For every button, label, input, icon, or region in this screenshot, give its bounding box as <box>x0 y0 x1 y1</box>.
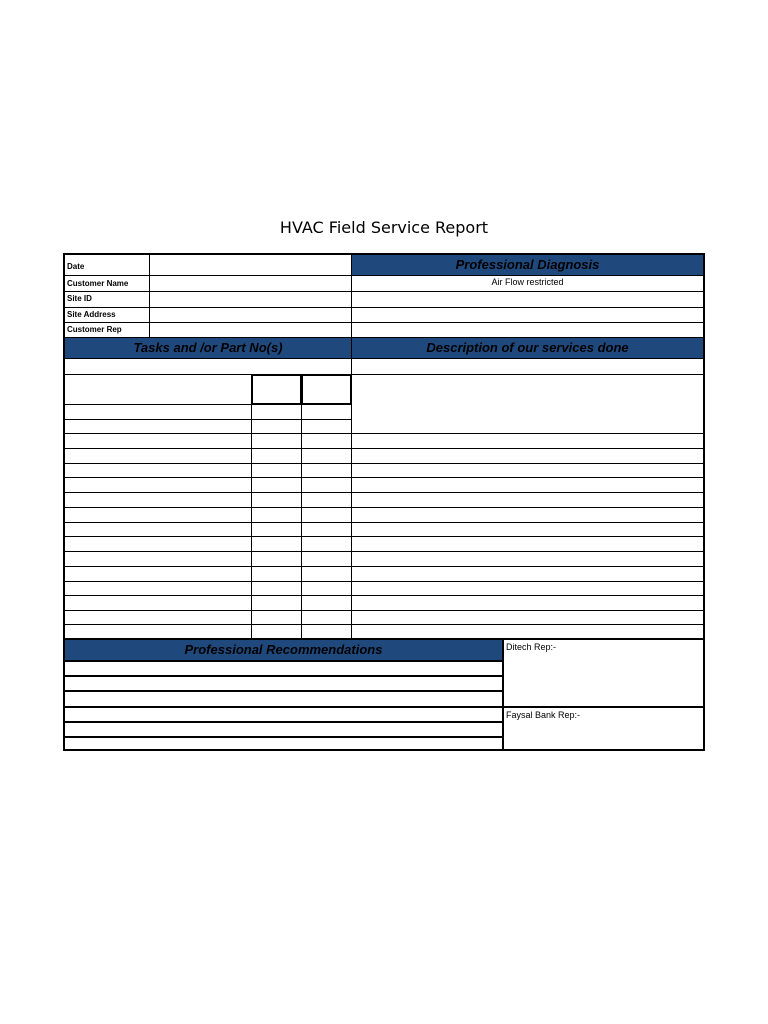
row-line <box>65 507 703 508</box>
info-label-date: Date <box>67 262 85 271</box>
unit-cell-highlight[interactable] <box>301 374 352 405</box>
row-line <box>65 736 503 738</box>
row-line <box>65 721 503 723</box>
row-line <box>65 404 351 405</box>
tasks-col-divider <box>301 374 302 638</box>
site-id-field[interactable] <box>150 292 351 307</box>
row-line <box>65 374 351 375</box>
services-heading: Description of our services done <box>352 338 703 358</box>
rep-column-divider <box>502 640 504 751</box>
info-label-site-id: Site ID <box>67 294 92 303</box>
report-form <box>63 253 705 751</box>
row-line <box>65 624 703 625</box>
faysal-rep-label: Faysal Bank Rep:- <box>506 710 581 720</box>
info-label-customer-name: Customer Name <box>67 279 129 288</box>
row-line <box>65 358 703 359</box>
qty-cell-highlight[interactable] <box>251 374 302 405</box>
row-line <box>65 522 703 523</box>
info-label-site-address: Site Address <box>67 310 116 319</box>
report-title: HVAC Field Service Report <box>279 218 489 237</box>
row-line <box>65 706 703 708</box>
faysal-rep-signature-field[interactable] <box>505 721 701 749</box>
tasks-heading: Tasks and /or Part No(s) <box>65 338 351 358</box>
row-line <box>65 463 703 464</box>
row-line <box>65 581 703 582</box>
site-address-field[interactable] <box>150 308 351 322</box>
ditech-rep-signature-field[interactable] <box>505 653 701 705</box>
row-line <box>65 551 703 552</box>
row-line <box>65 536 703 537</box>
info-label-customer-rep: Customer Rep <box>67 325 122 334</box>
row-line <box>65 448 703 449</box>
recommendations-heading: Professional Recommendations <box>65 640 502 660</box>
row-line <box>65 675 503 677</box>
customer-rep-field[interactable] <box>150 323 351 337</box>
row-line <box>65 610 703 611</box>
diagnosis-heading: Professional Diagnosis <box>352 255 703 275</box>
row-line <box>65 433 351 434</box>
row-line <box>65 660 503 662</box>
row-line <box>65 690 503 692</box>
row-line <box>65 595 703 596</box>
date-field[interactable] <box>150 255 351 275</box>
customer-name-field[interactable] <box>150 276 351 291</box>
tasks-col-divider <box>251 374 252 638</box>
ditech-rep-label: Ditech Rep:- <box>506 642 557 652</box>
row-line <box>352 433 703 434</box>
row-line <box>65 477 703 478</box>
row-line <box>65 566 703 567</box>
row-line <box>65 419 351 420</box>
row-line <box>352 374 703 375</box>
row-line <box>65 492 703 493</box>
diagnosis-value[interactable]: Air Flow restricted <box>491 277 564 287</box>
